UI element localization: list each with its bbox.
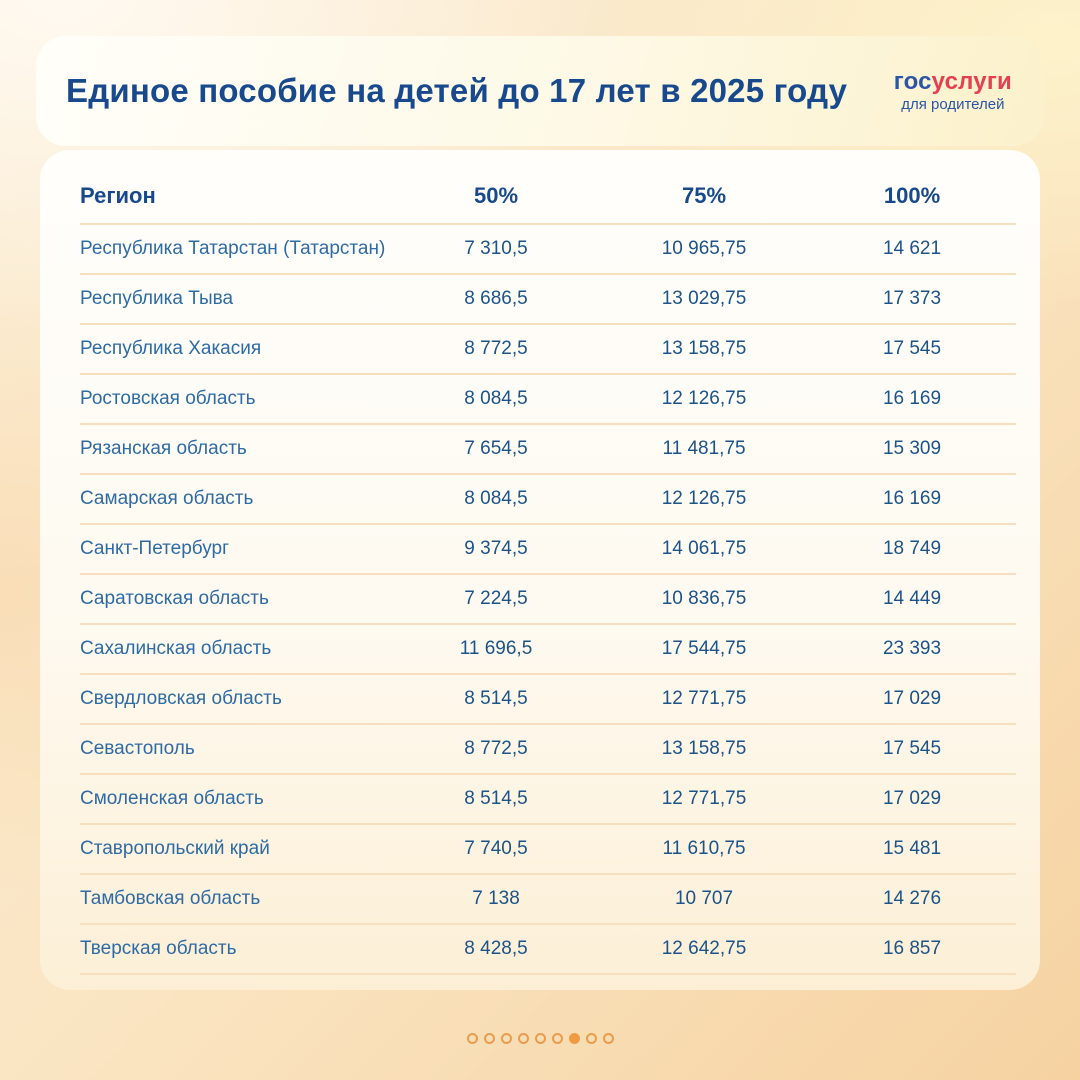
table-row <box>80 525 1016 575</box>
region-cell: Тамбовская область <box>80 888 261 909</box>
table-row <box>80 275 1016 325</box>
value-50-cell: 9 374,5 <box>464 538 528 559</box>
value-50-cell: 8 514,5 <box>464 688 528 709</box>
table-row <box>80 675 1016 725</box>
header-card <box>36 36 1044 146</box>
value-50-cell: 8 084,5 <box>464 488 528 509</box>
region-cell: Ставропольский край <box>80 838 270 859</box>
logo-subtitle: для родителей <box>901 95 1005 113</box>
value-100-cell: 15 309 <box>882 438 942 459</box>
value-100-cell: 23 393 <box>882 638 942 659</box>
value-50-cell: 7 740,5 <box>464 838 528 859</box>
table-row <box>80 475 1016 525</box>
value-75-cell: 17 544,75 <box>661 638 747 659</box>
region-cell: Тверская область <box>80 938 237 959</box>
value-75-cell: 13 158,75 <box>661 338 747 359</box>
value-50-cell: 11 696,5 <box>459 638 533 659</box>
value-50-cell: 7 138 <box>472 888 520 909</box>
pagination-dot[interactable] <box>535 1033 546 1044</box>
value-50-cell: 8 772,5 <box>464 738 528 759</box>
value-100-cell: 17 373 <box>882 288 942 309</box>
region-cell: Санкт-Петербург <box>80 538 230 559</box>
table-row <box>80 775 1016 825</box>
value-50-cell: 7 654,5 <box>464 438 528 459</box>
table-row <box>80 925 1016 975</box>
value-100-cell: 16 857 <box>882 938 942 959</box>
table-row <box>80 375 1016 425</box>
table-row <box>80 575 1016 625</box>
region-cell: Республика Татарстан (Татарстан) <box>80 238 386 259</box>
region-cell: Саратовская область <box>80 588 269 609</box>
value-75-cell: 10 836,75 <box>661 588 747 609</box>
value-100-cell: 16 169 <box>882 388 942 409</box>
value-75-cell: 12 642,75 <box>661 938 747 959</box>
value-100-cell: 15 481 <box>882 838 942 859</box>
table-row <box>80 825 1016 875</box>
pagination-dots <box>0 1033 1080 1044</box>
pagination-dot[interactable] <box>518 1033 529 1044</box>
region-cell: Свердловская область <box>80 688 282 709</box>
value-50-cell: 7 310,5 <box>464 238 528 259</box>
value-75-cell: 14 061,75 <box>661 538 747 559</box>
gosuslugi-logo-wordmark <box>894 69 1012 95</box>
benefits-table-card <box>40 150 1040 990</box>
value-50-cell: 7 224,5 <box>464 588 528 609</box>
logo-part-uslugi: услуги <box>931 67 1012 95</box>
value-75-cell: 12 771,75 <box>661 688 747 709</box>
region-cell: Смоленская область <box>80 788 264 809</box>
pagination-dot[interactable] <box>467 1033 478 1044</box>
table-row <box>80 875 1016 925</box>
column-header-region: Регион <box>80 182 156 208</box>
region-cell: Самарская область <box>80 488 254 509</box>
gosuslugi-logo <box>894 69 1012 114</box>
value-100-cell: 14 276 <box>882 888 942 909</box>
value-75-cell: 10 707 <box>674 888 734 909</box>
value-100-cell: 14 621 <box>882 238 942 259</box>
table-row <box>80 225 1016 275</box>
value-50-cell: 8 772,5 <box>464 338 528 359</box>
value-75-cell: 10 965,75 <box>661 238 747 259</box>
column-header-75: 75% <box>681 182 727 208</box>
value-75-cell: 11 481,75 <box>662 438 746 459</box>
value-75-cell: 11 610,75 <box>662 838 746 859</box>
value-50-cell: 8 686,5 <box>464 288 528 309</box>
region-cell: Ростовская область <box>80 388 256 409</box>
table-header-row <box>80 150 1016 225</box>
page-title: Единое пособие на детей до 17 лет в 2025 году <box>66 72 848 109</box>
region-cell: Севастополь <box>80 738 195 759</box>
value-100-cell: 17 545 <box>882 738 942 759</box>
table-row <box>80 325 1016 375</box>
region-cell: Рязанская область <box>80 438 247 459</box>
region-cell: Республика Тыва <box>80 288 234 309</box>
value-75-cell: 12 126,75 <box>661 488 747 509</box>
column-header-100: 100% <box>883 182 941 208</box>
table-row <box>80 725 1016 775</box>
logo-part-gos: гос <box>893 67 932 95</box>
value-75-cell: 13 029,75 <box>661 288 747 309</box>
table-row <box>80 425 1016 475</box>
table-body <box>80 225 1016 975</box>
value-50-cell: 8 428,5 <box>464 938 528 959</box>
pagination-dot[interactable] <box>586 1033 597 1044</box>
value-100-cell: 16 169 <box>882 488 942 509</box>
value-100-cell: 17 029 <box>882 788 942 809</box>
value-50-cell: 8 514,5 <box>464 788 528 809</box>
pagination-dot[interactable] <box>603 1033 614 1044</box>
value-100-cell: 18 749 <box>882 538 942 559</box>
value-75-cell: 12 771,75 <box>661 788 747 809</box>
pagination-dot-active[interactable] <box>569 1033 580 1044</box>
value-100-cell: 14 449 <box>882 588 942 609</box>
value-75-cell: 12 126,75 <box>661 388 747 409</box>
region-cell: Сахалинская область <box>80 638 272 659</box>
table-row <box>80 625 1016 675</box>
region-cell: Республика Хакасия <box>80 338 262 359</box>
value-50-cell: 8 084,5 <box>464 388 528 409</box>
pagination-dot[interactable] <box>484 1033 495 1044</box>
pagination-dot[interactable] <box>501 1033 512 1044</box>
pagination-dot[interactable] <box>552 1033 563 1044</box>
value-100-cell: 17 545 <box>882 338 942 359</box>
value-100-cell: 17 029 <box>882 688 942 709</box>
value-75-cell: 13 158,75 <box>661 738 747 759</box>
column-header-50: 50% <box>473 182 519 208</box>
